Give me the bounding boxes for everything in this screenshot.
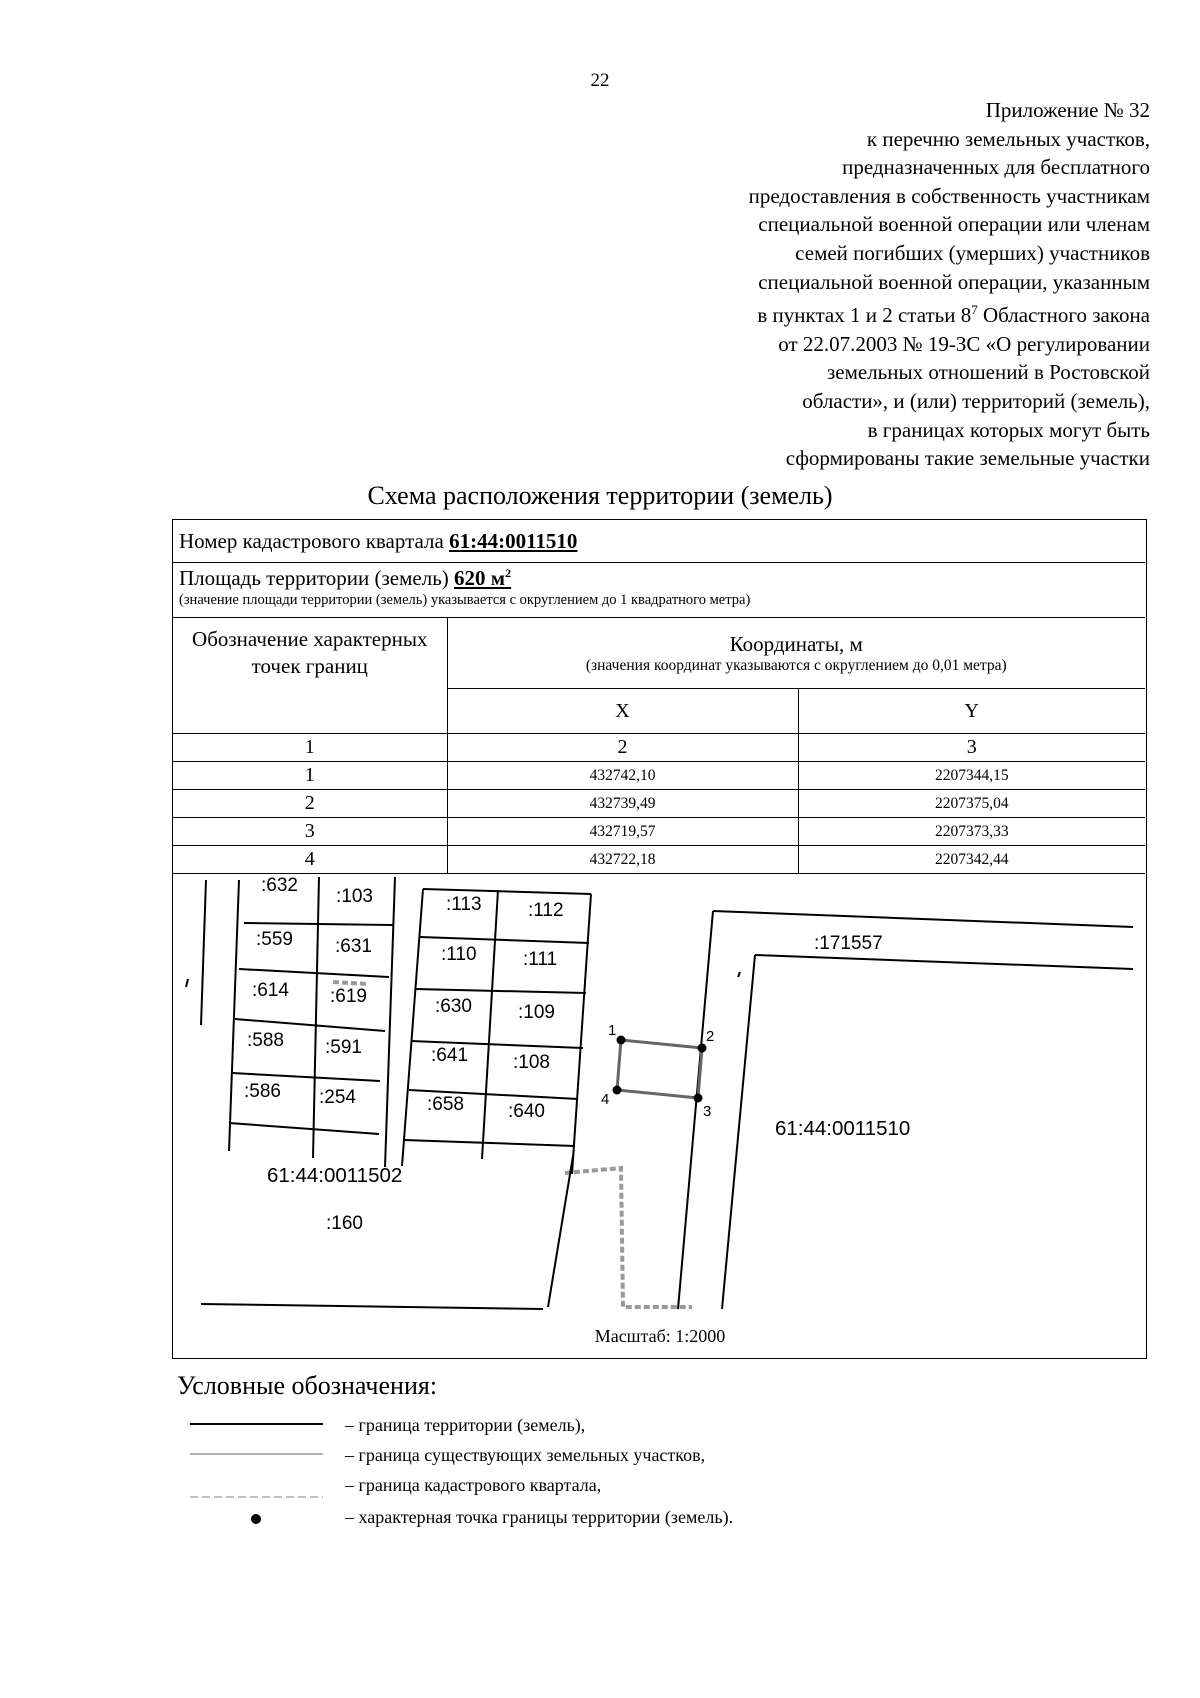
legend-item-text: – граница существующих земельных участков, [345, 1445, 706, 1465]
point-label: 1 [608, 1022, 617, 1039]
parcel-label: :640 [508, 1101, 545, 1122]
parcel-label: :631 [335, 936, 372, 957]
appendix-line: Приложение № 32 [985, 98, 1150, 122]
parcel-label: :111 [523, 949, 558, 970]
appendix-line-text: в пунктах 1 и 2 статьи 8 [757, 303, 972, 328]
y-value: 2207373,33 [798, 818, 1145, 846]
coordinates-table [173, 520, 1145, 874]
legend-item-text: – характерная точка границы территории (земель). [345, 1507, 734, 1527]
page-number: 22 [590, 70, 610, 91]
quarter-label: 61:44:0011510 [775, 1117, 911, 1140]
index-cell: 2 [447, 734, 798, 762]
y-header: Y [798, 689, 1145, 734]
cadastral-map [173, 877, 1145, 1357]
x-value: 432742,10 [447, 762, 798, 790]
area-row [173, 563, 1145, 618]
parcel-label: :112 [528, 900, 564, 921]
appendix-line [749, 296, 1150, 330]
territory-boundary-symbol [190, 1415, 323, 1439]
boundary-point [694, 1094, 703, 1103]
index-cell: 3 [798, 734, 1145, 762]
table-row [173, 818, 1145, 846]
parcel-label: :108 [513, 1052, 550, 1073]
point-label: 4 [601, 1091, 610, 1108]
parcel-label: :588 [247, 1030, 284, 1051]
table-row [173, 846, 1145, 874]
appendix-line: к перечню земельных участков, [866, 126, 1150, 151]
parcel-label: :110 [441, 944, 477, 965]
appendix-line: области», и (или) территорий (земель), [802, 388, 1150, 413]
area-value-text: 620 м [454, 566, 506, 590]
parcel-label: :113 [446, 894, 482, 915]
quarter-label: 61:44:0011502 [267, 1164, 403, 1187]
appendix-line: предоставления в собственность участникам [748, 183, 1150, 208]
legend-item-text: – граница кадастрового квартала, [345, 1475, 602, 1495]
table-row [173, 790, 1145, 818]
area-value [454, 566, 511, 590]
appendix-line: специальной военной операции или членам [758, 212, 1150, 237]
scheme-title: Схема расположения территории (земель) [367, 481, 833, 510]
x-value: 432719,57 [447, 818, 798, 846]
cadastral-number: 61:44:0011510 [449, 528, 578, 553]
appendix-line: в границах которых могут быть [867, 417, 1150, 442]
parcel-label: :619 [330, 986, 367, 1007]
appendix-line: сформированы такие земельные участки [785, 446, 1150, 471]
appendix-line: специальной военной операции, указанным [758, 269, 1150, 294]
parcel-label: :591 [325, 1037, 362, 1058]
appendix-line: от 22.07.2003 № 19-ЗС «О регулировании [778, 331, 1150, 356]
appendix-line: предназначенных для бесплатного [842, 155, 1150, 180]
coords-header [447, 618, 1145, 689]
y-value: 2207375,04 [798, 790, 1145, 818]
boundary-point [617, 1036, 626, 1045]
cadastral-row [173, 520, 1145, 563]
parcel-label: :109 [518, 1002, 555, 1023]
point-number: 2 [173, 790, 447, 818]
index-row [173, 734, 1145, 762]
coords-header-row [173, 618, 1145, 689]
legend-item-text: – граница территории (земель), [345, 1415, 586, 1435]
parcel-label: :559 [256, 929, 293, 950]
parcel-boundary-symbol [190, 1445, 323, 1469]
legend-title: Условные обозначения: [177, 1371, 438, 1400]
scheme-frame [172, 519, 1147, 1359]
map-scale: Масштаб: 1:2000 [594, 1326, 726, 1346]
territory-boundary [617, 1040, 702, 1098]
y-value: 2207342,44 [798, 846, 1145, 874]
parcel-label: :614 [252, 980, 289, 1001]
parcel-label: :632 [261, 877, 298, 896]
x-value: 432722,18 [447, 846, 798, 874]
coords-header-title: Координаты, м [729, 631, 863, 656]
appendix-line-text: Областного закона [977, 303, 1150, 328]
parcel-label: :171557 [814, 933, 883, 954]
parcel-label: :630 [435, 996, 472, 1017]
point-number: 1 [173, 762, 447, 790]
appendix-line: семей погибших (умерших) участников [795, 240, 1150, 265]
index-cell: 1 [173, 734, 447, 762]
parcel-label: :586 [244, 1081, 281, 1102]
area-label: Площадь территории (земель) [179, 566, 455, 590]
coords-header-note: (значения координат указываются с округлением до 0,01 метра) [585, 656, 1007, 674]
point-label: 2 [706, 1028, 715, 1045]
cadastral-label: Номер кадастрового квартала [179, 528, 450, 553]
appendix-line: земельных отношений в Ростовской [826, 360, 1150, 385]
superscript: 7 [971, 302, 978, 318]
area-unit-sup: 2 [505, 566, 512, 580]
parcel-label: :641 [431, 1045, 468, 1066]
point-number: 3 [173, 818, 447, 846]
point-number: 4 [173, 846, 447, 874]
parcel-label: :160 [326, 1213, 363, 1234]
appendix-header [749, 96, 1150, 473]
quarter-boundary-symbol [190, 1475, 323, 1499]
area-note: (значение площади территории (земель) указывается с округлением до 1 квадратного метра) [179, 592, 751, 608]
parcel-label: :103 [336, 886, 373, 907]
boundary-point-symbol [190, 1507, 323, 1531]
y-value: 2207344,15 [798, 762, 1145, 790]
table-row [173, 762, 1145, 790]
parcel-label: :658 [427, 1094, 464, 1115]
points-header: Обозначение характерных точек границ [173, 618, 447, 734]
x-value: 432739,49 [447, 790, 798, 818]
parcel-label: :254 [319, 1087, 356, 1108]
point-label: 3 [703, 1103, 712, 1120]
x-header: X [447, 689, 798, 734]
boundary-point [613, 1086, 622, 1095]
